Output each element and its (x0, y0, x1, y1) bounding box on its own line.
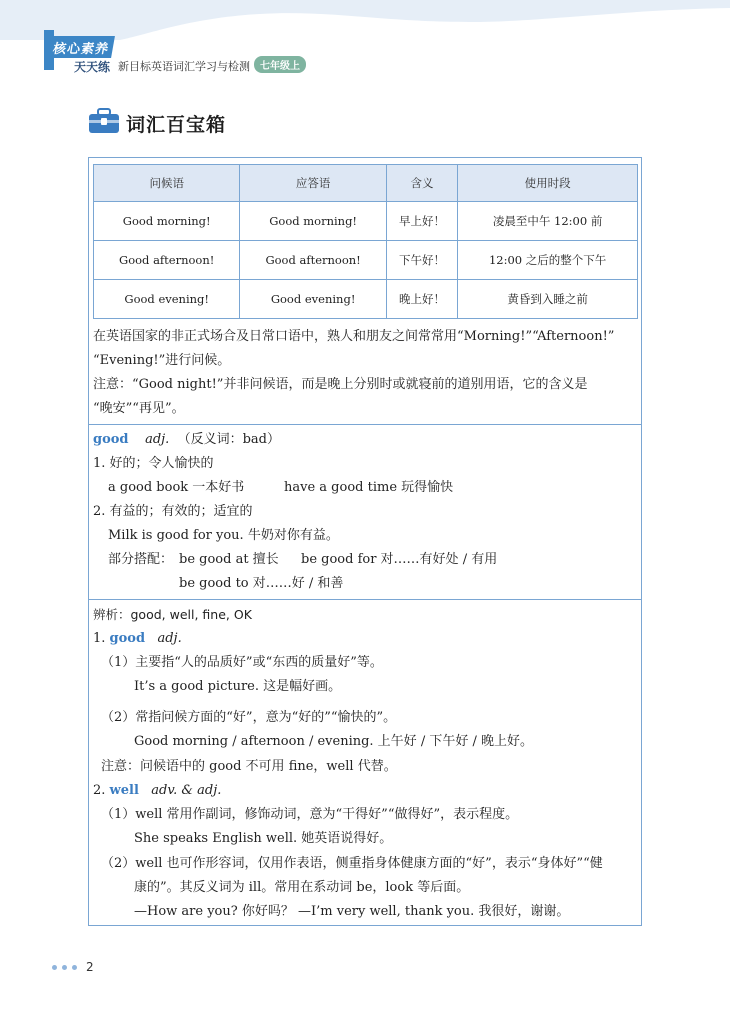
table-cell: Good morning! (94, 202, 240, 241)
example-line: Good morning / afternoon / evening. 上午好 / 下午好 / 晚上好。 (134, 734, 533, 749)
phrase-line: be good for 对……有好处 / 有用 (301, 552, 498, 567)
table-header-cell: 应答语 (240, 165, 386, 202)
table-cell: 下午好！ (386, 241, 457, 280)
table-cell: 晚上好！ (386, 280, 457, 319)
table-header-cell: 问候语 (94, 165, 240, 202)
note-line: 在英语国家的非正式场合及日常口语中，熟人和朋友之间常常用“Morning!”“Afternoon!” (93, 329, 615, 344)
divider (88, 599, 642, 600)
header-subtitle: 新目标英语词汇学习与检测 (118, 60, 250, 73)
table-header-row (94, 165, 638, 202)
page-footer (52, 960, 94, 974)
analysis-point: （2）常指问候方面的“好”，意为“好的”“愉快的”。 (101, 710, 397, 725)
analysis-point-cont: 康的”。其反义词为 ill。常用在系动词 be，look 等后面。 (134, 880, 470, 895)
analysis-point: （1）well 常用作副词，修饰动词，意为“干得好”“做得好”，表示程度。 (101, 807, 519, 822)
note-line: “晚安”“再见”。 (93, 401, 185, 416)
note-line: 注意：“Good night!”并非问候语，而是晚上分别时或就寝前的道别用语，它的含义是 (93, 377, 588, 392)
analysis-point: （2）well 也可作形容词，仅用作表语，侧重指身体健康方面的“好”，表示“身体好”“健 (101, 856, 603, 871)
analysis-title: 辨析：good, well, fine, OK (93, 607, 252, 622)
greetings-table (93, 164, 638, 319)
analysis-item-heading (93, 627, 182, 651)
table-cell: 12:00 之后的整个下午 (458, 241, 638, 280)
example-line: It’s a good picture. 这是幅好画。 (134, 679, 342, 694)
example-line: a good book 一本好书 (108, 480, 245, 495)
item-word: good (109, 631, 146, 646)
table-cell: Good morning! (240, 202, 386, 241)
part-of-speech: adv. & adj. (151, 783, 222, 798)
table-cell: Good evening! (94, 280, 240, 319)
sense-line: 2. 有益的；有效的；适宜的 (93, 504, 253, 519)
analysis-point: （1）主要指“人的品质好”或“东西的质量好”等。 (101, 655, 383, 670)
dot-icon (62, 965, 67, 970)
item-number: 1. (93, 631, 106, 646)
entry-headword-line (93, 428, 280, 452)
header-badge: 核心素养 (48, 36, 115, 58)
table-row (94, 241, 638, 280)
example-line: have a good time 玩得愉快 (284, 480, 454, 495)
table-cell: 黄昏到入睡之前 (458, 280, 638, 319)
section-title: 词汇百宝箱 (126, 114, 227, 136)
table-header-cell: 使用时段 (458, 165, 638, 202)
toolbox-icon (88, 108, 120, 134)
table-cell: 凌晨至中午 12:00 前 (458, 202, 638, 241)
phrase-line: be good to 对……好 / 和善 (179, 576, 344, 591)
table-header-cell: 含义 (386, 165, 457, 202)
sense-line: 1. 好的；令人愉快的 (93, 456, 214, 471)
divider (88, 424, 642, 425)
dot-icon (52, 965, 57, 970)
table-row (94, 202, 638, 241)
headword: good (93, 432, 129, 447)
table-cell: Good afternoon! (94, 241, 240, 280)
example-line: She speaks English well. 她英语说得好。 (134, 831, 393, 846)
part-of-speech: adj. (145, 432, 170, 447)
header-brand: 天天练 (74, 60, 111, 74)
table-cell: Good afternoon! (240, 241, 386, 280)
phrase-line: be good at 擅长 (179, 552, 279, 567)
example-line: —How are you? 你好吗？ —I’m very well, thank you. 我很好，谢谢。 (134, 904, 570, 919)
analysis-note: 注意：问候语中的 good 不可用 fine，well 代替。 (101, 759, 397, 774)
part-of-speech: adj. (157, 631, 182, 646)
analysis-item-heading (93, 779, 221, 803)
dot-icon (72, 965, 77, 970)
item-number: 2. (93, 783, 106, 798)
table-cell: Good evening! (240, 280, 386, 319)
antonym: （反义词：bad） (177, 432, 280, 447)
example-line: Milk is good for you. 牛奶对你有益。 (108, 528, 339, 543)
table-row (94, 280, 638, 319)
page-number: 2 (86, 960, 94, 974)
item-word: well (109, 783, 139, 798)
phrases-label: 部分搭配： (108, 552, 174, 567)
table-cell: 早上好！ (386, 202, 457, 241)
grade-badge: 七年级上 (254, 56, 306, 73)
note-line: “Evening!”进行问候。 (93, 353, 231, 368)
